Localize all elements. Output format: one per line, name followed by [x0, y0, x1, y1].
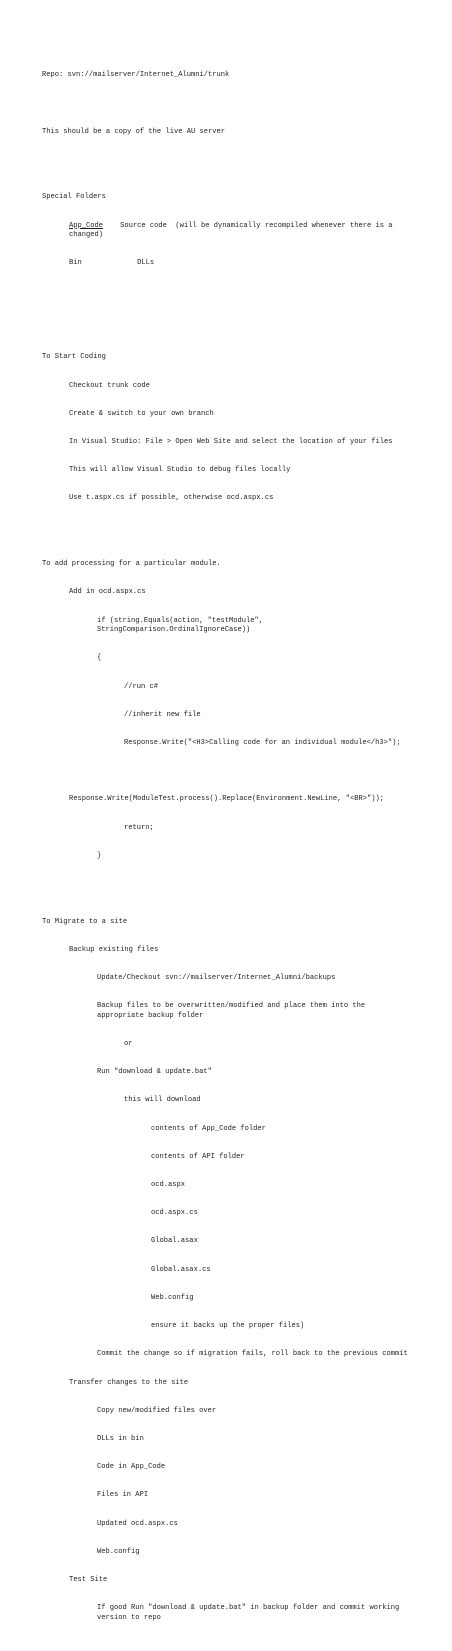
migrate-step: Backup files to be overwritten/modified and place them into the appropriate backup folder — [97, 1002, 370, 1020]
start-coding-step: Create & switch to your own branch — [69, 409, 214, 418]
migrate-step: or — [124, 1039, 133, 1048]
code-line: { — [97, 654, 102, 663]
migrate-heading: To Migrate to a site — [42, 917, 128, 926]
special-folders-heading: Special Folders — [42, 193, 106, 202]
download-item: ocd.aspx — [151, 1181, 186, 1190]
blank-line — [42, 767, 414, 776]
start-coding-step: Checkout trunk code — [69, 381, 150, 390]
start-coding-step: This will allow Visual Studio to debug files locally — [69, 466, 291, 475]
migrate-step: Run "download & update.bat" — [97, 1068, 212, 1077]
app-code-desc: Source code (will be dynamically recompiled whenever there is a changed) — [69, 221, 397, 240]
code-line: //run c# — [124, 682, 159, 691]
code-line: Response.Write("<H3>Calling code for an individual module</h3>"); — [124, 738, 401, 747]
blank-line — [42, 288, 414, 297]
code-line: Response.Write(ModuleTest.process().Replace(Environment.NewLine, "<BR>")); — [69, 795, 385, 804]
blank-line — [42, 316, 414, 325]
migrate-step: Update/Checkout svn://mailserver/Internet_Alumni/backups — [97, 974, 336, 983]
code-line: return; — [124, 823, 154, 832]
backup-heading: Backup existing files — [69, 945, 159, 954]
code-line: //inherit new file — [124, 710, 201, 719]
transfer-item: DLLs in bin — [97, 1435, 144, 1444]
test-site-step: If good Run "download & update.bat" in backup folder and commit working version to repo — [97, 1604, 404, 1622]
download-item: ocd.aspx.cs — [151, 1209, 198, 1218]
blank-line — [42, 880, 414, 889]
download-item: Web.config — [151, 1293, 194, 1302]
bin-line: Bin DLLs — [69, 259, 155, 268]
migrate-step: Commit the change so if migration fails, roll back to the previous commit — [97, 1350, 408, 1359]
code-line: } — [97, 851, 102, 860]
transfer-heading: Transfer changes to the site — [69, 1378, 189, 1387]
test-site-heading: Test Site — [69, 1576, 108, 1585]
app-code-line — [42, 222, 414, 241]
start-coding-step: In Visual Studio: File > Open Web Site and select the location of your files — [69, 438, 393, 446]
transfer-item: Copy new/modified files over — [97, 1406, 217, 1415]
add-processing-heading: To add processing for a particular module. — [42, 560, 221, 569]
transfer-item: Code in App_Code — [97, 1463, 166, 1472]
document-body — [42, 43, 414, 1651]
migrate-step: this will download — [124, 1096, 201, 1105]
copy-note: This should be a copy of the live AU server — [42, 127, 226, 136]
transfer-item: Files in API — [97, 1491, 149, 1500]
transfer-item: Web.config — [97, 1547, 140, 1556]
download-item: contents of App_Code folder — [151, 1124, 266, 1133]
download-item: Global.asax — [151, 1237, 198, 1246]
blank-line — [42, 523, 414, 532]
start-coding-step: Use t.aspx.cs if possible, otherwise ocd.aspx.cs — [69, 494, 274, 503]
blank-line — [42, 156, 414, 165]
blank-line — [42, 99, 414, 108]
code-line: if (string.Equals(action, "testModule", StringComparison.OrdinalIgnoreCase)) — [97, 616, 268, 635]
start-coding-heading: To Start Coding — [42, 353, 106, 362]
download-item: contents of API folder — [151, 1152, 245, 1161]
code-line: Add in ocd.aspx.cs — [69, 588, 146, 597]
download-item: ensure it backs up the proper files) — [151, 1322, 305, 1331]
repo-line: Repo: svn://mailserver/Internet_Alumni/trunk — [42, 71, 230, 80]
transfer-item: Updated ocd.aspx.cs — [97, 1519, 178, 1528]
app-code-name: App_Code — [69, 221, 104, 230]
download-item: Global.asax.cs — [151, 1265, 211, 1274]
